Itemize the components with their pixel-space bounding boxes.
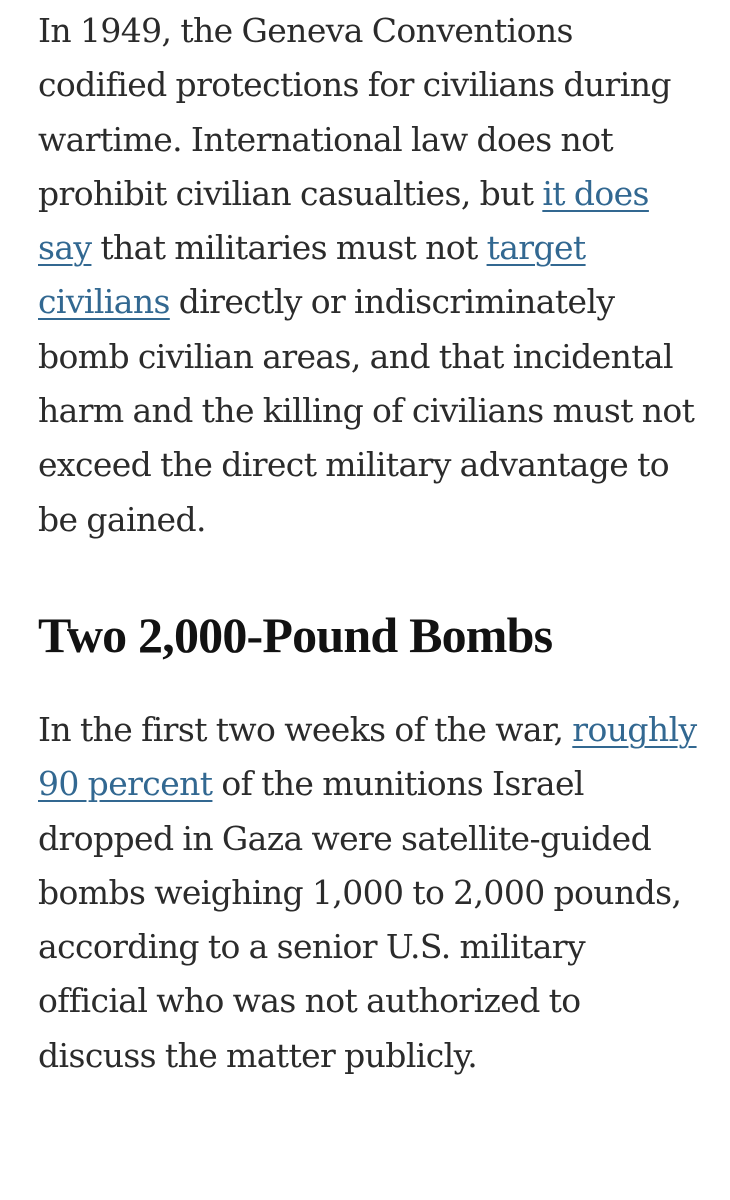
paragraph-munitions	[38, 703, 703, 1083]
link-it-does-say[interactable]: it does say	[38, 173, 649, 268]
link-roughly-90-percent[interactable]: roughly 90 percent	[38, 709, 697, 804]
paragraph-text: In 1949, the Geneva Conventions codified protections for civilians during wartime. International law does not prohibit civilian casualties, but	[38, 11, 671, 213]
link-target-civilians[interactable]: target civilians	[38, 228, 586, 322]
paragraph-text: In the first two weeks of the war,	[38, 709, 573, 749]
paragraph-text: of the munitions Israel dropped in Gaza were satellite-guided bombs weighing 1,000 to 2,000 pounds, according to a senior U.S. military official who was not authorized to discuss the matter publicly.	[38, 764, 682, 1075]
paragraph-geneva-conventions	[38, 4, 703, 547]
section-heading: Two 2,000-Pound Bombs	[38, 606, 553, 663]
paragraph-text: that militaries must not	[91, 228, 487, 268]
article-body	[38, 4, 703, 1083]
paragraph-text: directly or indiscriminately bomb civilian areas, and that incidental harm and the killing of civilians must not exceed the direct military advantage to be gained.	[38, 282, 695, 539]
